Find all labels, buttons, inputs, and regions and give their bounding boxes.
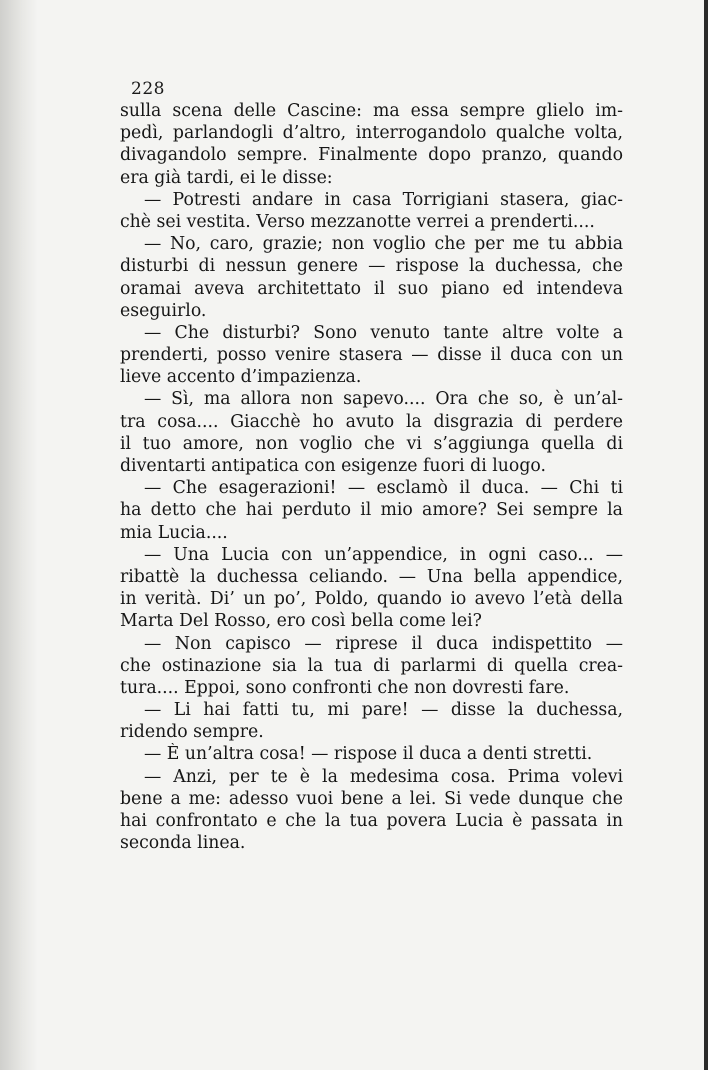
page-gutter-shadow [0,0,38,1070]
text-line: oramai aveva architettato il suo piano ed intendeva [120,278,623,299]
text-line: — Che disturbi? Sono venuto tante altre volte a [144,322,623,343]
text-line: che ostinazione sia la tua di parlarmi di quella crea- [120,655,623,676]
text-line: prenderti, posso venire stasera — disse il duca con un [120,345,623,366]
text-line: il tuo amore, non voglio che vi s’aggiunga quella di [120,433,623,454]
text-line: Marta Del Rosso, ero così bella come lei? [120,611,482,632]
text-line: lieve accento d’impazienza. [120,367,362,388]
text-line: ribattè la duchessa celiando. — Una bella appendice, [120,566,623,587]
text-line: ha detto che hai perduto il mio amore? Sei sempre la [120,500,623,521]
text-line: tura.... Eppoi, sono confronti che non dovresti fare. [120,677,570,698]
text-line: — Potresti andare in casa Torrigiani stasera, giac- [144,189,623,210]
text-line: ridendo sempre. [120,722,264,743]
text-line: — È un’altra cosa! — rispose il duca a denti stretti. [144,744,593,765]
text-line: — No, caro, grazie; non voglio che per me tu abbia [144,234,623,255]
page-number: 228 [131,79,165,99]
text-line: hai confrontato e che la tua povera Lucia è passata in [120,811,623,831]
text-line: chè sei vestita. Verso mezzanotte verrei a prenderti.... [120,211,595,232]
text-line: eseguirlo. [120,300,207,321]
text-line: sulla scena delle Cascine: ma essa sempre glielo im- [120,101,623,121]
text-line: tra cosa.... Giacchè ho avuto la disgrazia di perdere [120,411,623,432]
text-line: bene a me: adesso vuoi bene a lei. Si vede dunque che [120,788,623,809]
text-line: — Sì, ma allora non sapevo.... Ora che so, è un’al- [144,389,623,410]
text-line: diventarti antipatica con esigenze fuori di luogo. [120,456,546,476]
text-line: pedì, parlandogli d’altro, interrogandolo qualche volta, [120,123,623,144]
text-line: — Li hai fatti tu, mi pare! — disse la duchessa, [144,700,623,721]
page-edge [704,0,708,1070]
text-line: seconda linea. [120,833,246,854]
text-line: in verità. Di’ un po’, Poldo, quando io avevo l’età della [120,589,623,610]
text-line: mia Lucia.... [120,522,228,543]
text-line: — Non capisco — riprese il duca indispettito — [144,633,623,654]
text-line: — Che esagerazioni! — esclamò il duca. — Chi ti [144,478,623,499]
text-line: divagandolo sempre. Finalmente dopo pranzo, quando [120,145,623,166]
body-text [120,100,623,854]
text-line: — Anzi, per te è la medesima cosa. Prima volevi [144,766,623,787]
text-line: — Una Lucia con un’appendice, in ogni caso... — [144,544,623,565]
text-line: era già tardi, ei le disse: [120,167,333,188]
text-line: disturbi di nessun genere — rispose la duchessa, che [120,256,623,277]
